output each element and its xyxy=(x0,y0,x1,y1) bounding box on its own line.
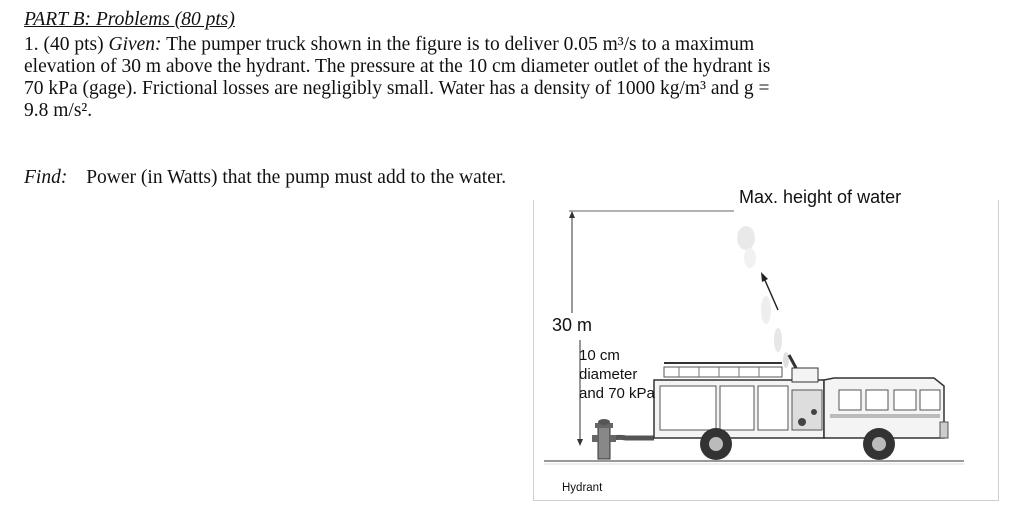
deck-gun xyxy=(789,355,796,368)
height-arrow-top xyxy=(569,211,575,218)
find-statement xyxy=(24,167,506,189)
height-arrow-bottom xyxy=(577,439,583,446)
hydrant-icon xyxy=(592,419,616,459)
given-label: Given: xyxy=(108,34,162,55)
problem-text-line-2: elevation of 30 m above the hydrant. The pressure at the 10 cm diameter outlet of the hydrant is xyxy=(24,56,771,77)
water-spray xyxy=(737,226,789,368)
max-height-label: Max. height of water xyxy=(739,187,902,207)
pumper-truck-icon xyxy=(654,355,948,460)
outlet-label: 10 cm diameter and 70 kPa xyxy=(579,347,655,402)
find-label: Find: xyxy=(24,167,68,188)
problem-text-line-1: The pumper truck shown in the figure is to deliver 0.05 m³/s to a maximum xyxy=(166,34,755,55)
problem-text-line-4: 9.8 m/s². xyxy=(24,100,93,121)
hydrant-label: Hydrant xyxy=(562,482,603,494)
find-text: Power (in Watts) that the pump must add to the water. xyxy=(86,167,507,188)
problem-number: 1. (40 pts) xyxy=(24,34,104,55)
problem-statement xyxy=(24,34,924,122)
problem-text-line-3: 70 kPa (gage). Frictional losses are negligibly small. Water has a density of 1000 kg/m³ and g = xyxy=(24,78,770,99)
height-label: 30 m xyxy=(552,315,593,335)
part-heading: PART B: Problems (80 pts) xyxy=(24,9,235,30)
